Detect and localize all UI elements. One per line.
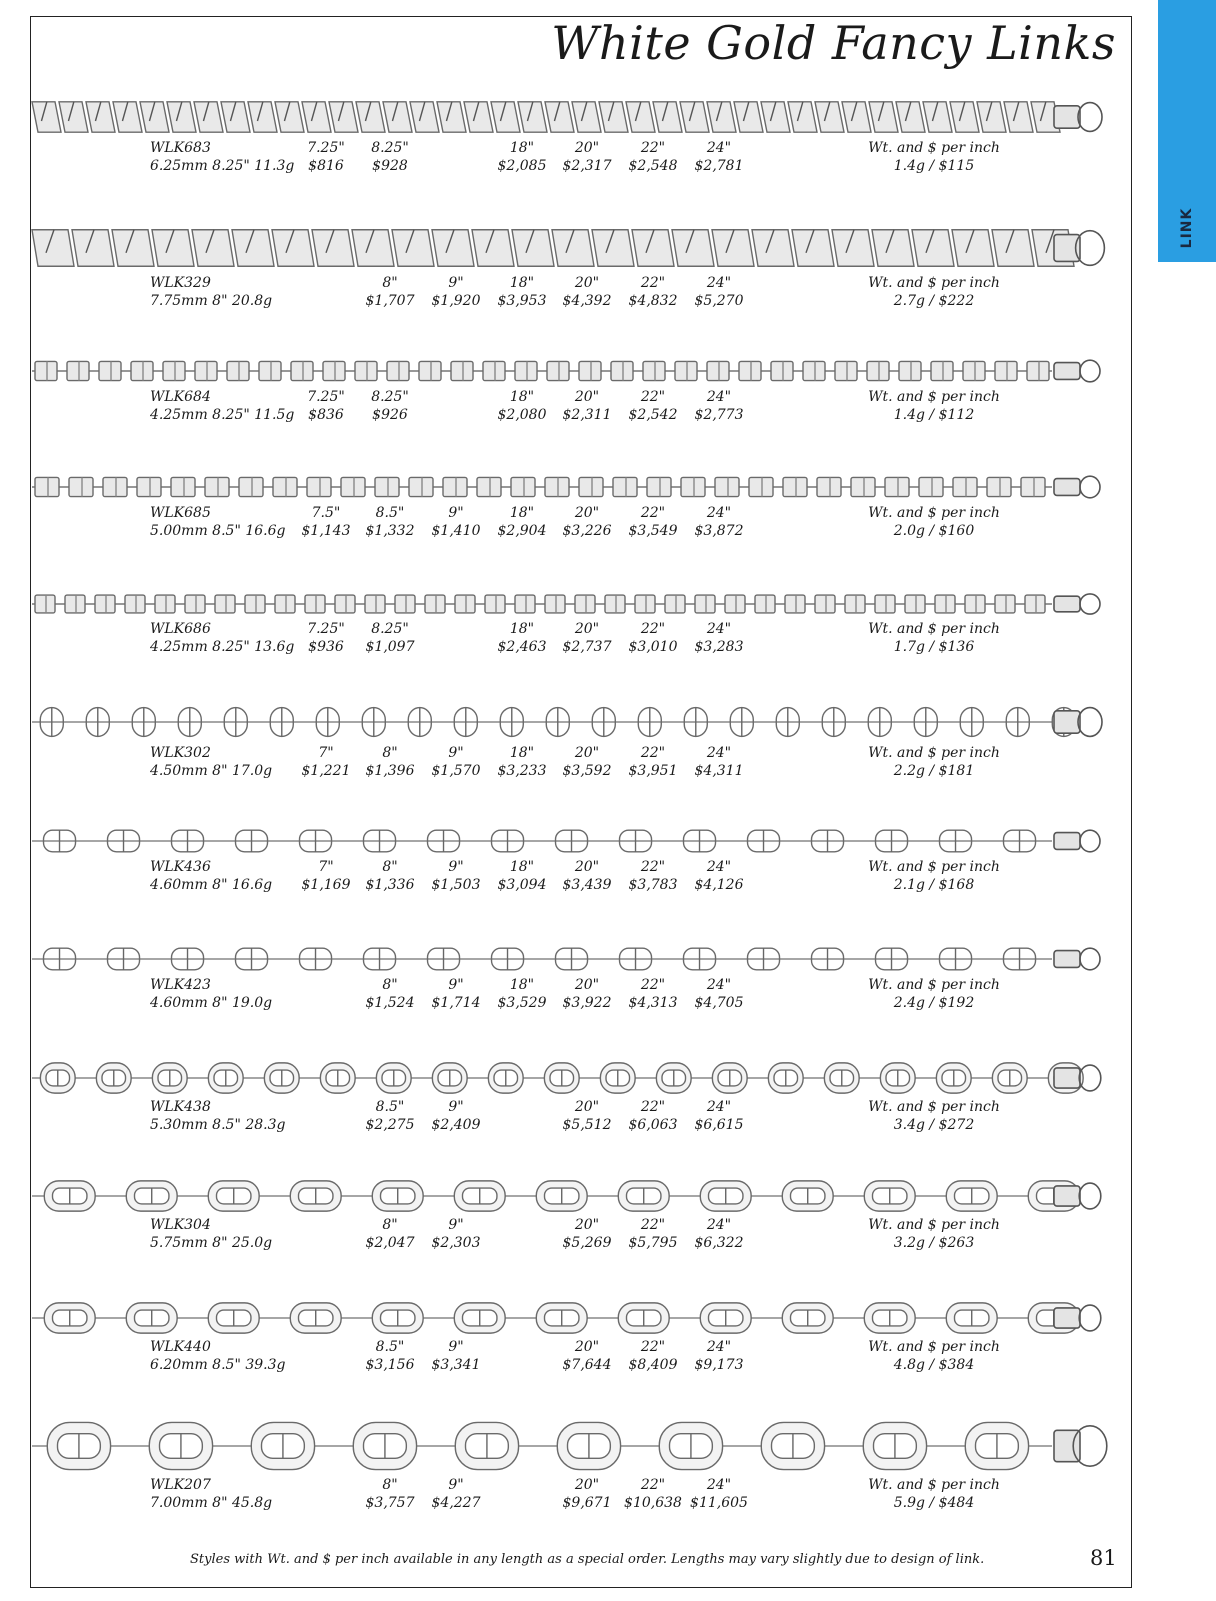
footer-note: Styles with Wt. and $ per inch available in any length as a special order. Lengths may vary slightly due to design of link. bbox=[190, 1552, 985, 1567]
per-inch-value: 2.4g / $192 bbox=[893, 995, 975, 1011]
length-label: 18" bbox=[509, 140, 535, 156]
product-sku: WLK685 bbox=[150, 505, 211, 521]
product-sku: WLK423 bbox=[150, 977, 211, 993]
product-spec: 7.00mm 8" 45.8g bbox=[150, 1495, 273, 1511]
price-value: $2,275 bbox=[365, 1117, 415, 1133]
price-value: $2,737 bbox=[562, 639, 612, 655]
price-value: $3,922 bbox=[562, 995, 612, 1011]
per-inch-label: Wt. and $ per inch bbox=[868, 1339, 1000, 1355]
chain-image bbox=[32, 702, 1132, 742]
length-label: 7" bbox=[318, 859, 334, 875]
price-value: $926 bbox=[372, 407, 408, 423]
price-value: $1,396 bbox=[365, 763, 415, 779]
length-label: 22" bbox=[640, 389, 666, 405]
chain-icon bbox=[32, 1418, 1132, 1474]
chain-image bbox=[32, 224, 1132, 272]
length-label: 9" bbox=[448, 275, 464, 291]
product-sku: WLK207 bbox=[150, 1477, 211, 1493]
price-value: $1,503 bbox=[431, 877, 481, 893]
price-value: $8,409 bbox=[628, 1357, 678, 1373]
length-label: 24" bbox=[706, 621, 732, 637]
length-label: 18" bbox=[509, 275, 535, 291]
length-label: 8" bbox=[382, 1477, 398, 1493]
length-label: 7.25" bbox=[307, 389, 345, 405]
price-value: $9,173 bbox=[694, 1357, 744, 1373]
price-value: $3,592 bbox=[562, 763, 612, 779]
chain-icon bbox=[32, 944, 1132, 974]
per-inch-value: 1.4g / $112 bbox=[893, 407, 975, 423]
product-spec: 5.30mm 8.5" 28.3g bbox=[150, 1117, 286, 1133]
price-value: $1,714 bbox=[431, 995, 481, 1011]
product-sku: WLK304 bbox=[150, 1217, 211, 1233]
length-label: 20" bbox=[574, 389, 600, 405]
length-label: 9" bbox=[448, 1477, 464, 1493]
length-label: 9" bbox=[448, 505, 464, 521]
length-label: 20" bbox=[574, 745, 600, 761]
price-value: $3,226 bbox=[562, 523, 612, 539]
product-spec: 6.25mm 8.25" 11.3g bbox=[150, 158, 295, 174]
product-sku: WLK440 bbox=[150, 1339, 211, 1355]
chain-icon bbox=[32, 97, 1132, 137]
length-label: 8.25" bbox=[371, 389, 409, 405]
clasp-icon bbox=[1054, 594, 1100, 614]
length-label: 18" bbox=[509, 389, 535, 405]
length-label: 9" bbox=[448, 1099, 464, 1115]
length-label: 24" bbox=[706, 1217, 732, 1233]
price-value: $2,047 bbox=[365, 1235, 415, 1251]
price-value: $3,549 bbox=[628, 523, 678, 539]
length-label: 20" bbox=[574, 1477, 600, 1493]
length-label: 24" bbox=[706, 505, 732, 521]
price-value: $4,313 bbox=[628, 995, 678, 1011]
price-value: $5,269 bbox=[562, 1235, 612, 1251]
per-inch-value: 3.2g / $263 bbox=[893, 1235, 975, 1251]
length-label: 22" bbox=[640, 621, 666, 637]
length-label: 22" bbox=[640, 1477, 666, 1493]
length-label: 8.25" bbox=[371, 140, 409, 156]
price-value: $2,311 bbox=[562, 407, 612, 423]
price-value: $2,781 bbox=[694, 158, 744, 174]
length-label: 9" bbox=[448, 1217, 464, 1233]
length-label: 24" bbox=[706, 859, 732, 875]
price-value: $3,529 bbox=[497, 995, 547, 1011]
length-label: 24" bbox=[706, 389, 732, 405]
price-value: $3,010 bbox=[628, 639, 678, 655]
per-inch-label: Wt. and $ per inch bbox=[868, 140, 1000, 156]
price-value: $2,303 bbox=[431, 1235, 481, 1251]
chain-icon bbox=[32, 590, 1132, 618]
per-inch-value: 4.8g / $384 bbox=[893, 1357, 975, 1373]
per-inch-label: Wt. and $ per inch bbox=[868, 977, 1000, 993]
price-value: $6,063 bbox=[628, 1117, 678, 1133]
length-label: 9" bbox=[448, 1339, 464, 1355]
per-inch-value: 2.0g / $160 bbox=[893, 523, 975, 539]
price-value: $9,671 bbox=[562, 1495, 612, 1511]
price-value: $6,322 bbox=[694, 1235, 744, 1251]
clasp-icon bbox=[1054, 1183, 1101, 1209]
length-label: 20" bbox=[574, 1339, 600, 1355]
product-spec: 5.75mm 8" 25.0g bbox=[150, 1235, 273, 1251]
length-label: 18" bbox=[509, 505, 535, 521]
per-inch-value: 2.2g / $181 bbox=[893, 763, 975, 779]
length-label: 7.25" bbox=[307, 140, 345, 156]
price-value: $3,757 bbox=[365, 1495, 415, 1511]
length-label: 22" bbox=[640, 1099, 666, 1115]
price-value: $2,080 bbox=[497, 407, 547, 423]
length-label: 18" bbox=[509, 977, 535, 993]
per-inch-label: Wt. and $ per inch bbox=[868, 745, 1000, 761]
chain-image bbox=[32, 472, 1132, 502]
length-label: 22" bbox=[640, 505, 666, 521]
price-value: $4,392 bbox=[562, 293, 612, 309]
chain-image bbox=[32, 1418, 1132, 1474]
price-value: $1,169 bbox=[301, 877, 351, 893]
chain-icon bbox=[32, 472, 1132, 502]
chain-icon bbox=[32, 1060, 1132, 1096]
per-inch-label: Wt. and $ per inch bbox=[868, 859, 1000, 875]
price-value: $2,463 bbox=[497, 639, 547, 655]
length-label: 22" bbox=[640, 1339, 666, 1355]
length-label: 8.5" bbox=[375, 1339, 405, 1355]
per-inch-value: 2.1g / $168 bbox=[893, 877, 975, 893]
length-label: 18" bbox=[509, 745, 535, 761]
length-label: 24" bbox=[706, 745, 732, 761]
price-value: $5,512 bbox=[562, 1117, 612, 1133]
per-inch-value: 3.4g / $272 bbox=[893, 1117, 975, 1133]
chain-icon bbox=[32, 826, 1132, 856]
price-value: $5,795 bbox=[628, 1235, 678, 1251]
per-inch-value: 1.7g / $136 bbox=[893, 639, 975, 655]
length-label: 9" bbox=[448, 859, 464, 875]
price-value: $3,341 bbox=[431, 1357, 481, 1373]
length-label: 20" bbox=[574, 1217, 600, 1233]
price-value: $4,832 bbox=[628, 293, 678, 309]
length-label: 7" bbox=[318, 745, 334, 761]
price-value: $936 bbox=[308, 639, 344, 655]
chain-image bbox=[32, 356, 1132, 386]
chain-image bbox=[32, 826, 1132, 856]
length-label: 20" bbox=[574, 859, 600, 875]
chain-icon bbox=[32, 356, 1132, 386]
page-title: White Gold Fancy Links bbox=[551, 16, 1116, 70]
length-label: 8" bbox=[382, 859, 398, 875]
chain-image bbox=[32, 590, 1132, 618]
product-sku: WLK686 bbox=[150, 621, 211, 637]
chain-image bbox=[32, 97, 1132, 137]
length-label: 20" bbox=[574, 505, 600, 521]
product-spec: 7.75mm 8" 20.8g bbox=[150, 293, 273, 309]
per-inch-label: Wt. and $ per inch bbox=[868, 1099, 1000, 1115]
price-value: $1,920 bbox=[431, 293, 481, 309]
price-value: $1,524 bbox=[365, 995, 415, 1011]
clasp-icon bbox=[1054, 1426, 1107, 1466]
clasp-icon bbox=[1054, 231, 1104, 266]
length-label: 20" bbox=[574, 275, 600, 291]
chain-icon bbox=[32, 1300, 1132, 1336]
length-label: 22" bbox=[640, 977, 666, 993]
length-label: 24" bbox=[706, 1477, 732, 1493]
price-value: $7,644 bbox=[562, 1357, 612, 1373]
length-label: 24" bbox=[706, 977, 732, 993]
price-value: $4,705 bbox=[694, 995, 744, 1011]
page-number: 81 bbox=[1090, 1546, 1117, 1570]
length-label: 18" bbox=[509, 859, 535, 875]
price-value: $3,283 bbox=[694, 639, 744, 655]
chain-icon bbox=[32, 702, 1132, 742]
length-label: 8" bbox=[382, 1217, 398, 1233]
product-spec: 4.60mm 8" 16.6g bbox=[150, 877, 273, 893]
price-value: $2,085 bbox=[497, 158, 547, 174]
price-value: $3,953 bbox=[497, 293, 547, 309]
product-sku: WLK438 bbox=[150, 1099, 211, 1115]
price-value: $3,783 bbox=[628, 877, 678, 893]
price-value: $1,410 bbox=[431, 523, 481, 539]
length-label: 9" bbox=[448, 977, 464, 993]
price-value: $6,615 bbox=[694, 1117, 744, 1133]
per-inch-label: Wt. and $ per inch bbox=[868, 1477, 1000, 1493]
price-value: $1,336 bbox=[365, 877, 415, 893]
length-label: 20" bbox=[574, 977, 600, 993]
chain-icon bbox=[32, 224, 1132, 272]
length-label: 22" bbox=[640, 1217, 666, 1233]
length-label: 8" bbox=[382, 977, 398, 993]
per-inch-value: 5.9g / $484 bbox=[893, 1495, 975, 1511]
price-value: $2,317 bbox=[562, 158, 612, 174]
length-label: 22" bbox=[640, 140, 666, 156]
price-value: $3,156 bbox=[365, 1357, 415, 1373]
clasp-icon bbox=[1054, 1305, 1101, 1331]
per-inch-value: 1.4g / $115 bbox=[893, 158, 975, 174]
price-value: $1,332 bbox=[365, 523, 415, 539]
per-inch-label: Wt. and $ per inch bbox=[868, 621, 1000, 637]
product-sku: WLK302 bbox=[150, 745, 211, 761]
price-value: $928 bbox=[372, 158, 408, 174]
per-inch-label: Wt. and $ per inch bbox=[868, 505, 1000, 521]
length-label: 9" bbox=[448, 745, 464, 761]
length-label: 7.5" bbox=[311, 505, 341, 521]
product-spec: 6.20mm 8.5" 39.3g bbox=[150, 1357, 286, 1373]
length-label: 7.25" bbox=[307, 621, 345, 637]
price-value: $1,143 bbox=[301, 523, 351, 539]
length-label: 20" bbox=[574, 1099, 600, 1115]
per-inch-label: Wt. and $ per inch bbox=[868, 1217, 1000, 1233]
section-tab-label: LINK bbox=[1179, 207, 1195, 249]
price-value: $1,221 bbox=[301, 763, 351, 779]
price-value: $3,872 bbox=[694, 523, 744, 539]
per-inch-label: Wt. and $ per inch bbox=[868, 389, 1000, 405]
product-spec: 4.25mm 8.25" 13.6g bbox=[150, 639, 295, 655]
product-spec: 5.00mm 8.5" 16.6g bbox=[150, 523, 286, 539]
product-sku: WLK329 bbox=[150, 275, 211, 291]
product-spec: 4.60mm 8" 19.0g bbox=[150, 995, 273, 1011]
price-value: $3,439 bbox=[562, 877, 612, 893]
product-sku: WLK684 bbox=[150, 389, 211, 405]
length-label: 8.5" bbox=[375, 505, 405, 521]
price-value: $2,773 bbox=[694, 407, 744, 423]
chain-icon bbox=[32, 1178, 1132, 1214]
clasp-icon bbox=[1054, 948, 1100, 970]
price-value: $1,097 bbox=[365, 639, 415, 655]
clasp-icon bbox=[1054, 103, 1102, 132]
length-label: 22" bbox=[640, 859, 666, 875]
length-label: 18" bbox=[509, 621, 535, 637]
length-label: 22" bbox=[640, 275, 666, 291]
length-label: 20" bbox=[574, 621, 600, 637]
length-label: 24" bbox=[706, 1099, 732, 1115]
length-label: 8.25" bbox=[371, 621, 409, 637]
price-value: $2,548 bbox=[628, 158, 678, 174]
clasp-icon bbox=[1054, 360, 1100, 382]
chain-image bbox=[32, 1300, 1132, 1336]
length-label: 8" bbox=[382, 745, 398, 761]
price-value: $2,542 bbox=[628, 407, 678, 423]
price-value: $836 bbox=[308, 407, 344, 423]
per-inch-value: 2.7g / $222 bbox=[893, 293, 975, 309]
price-value: $2,409 bbox=[431, 1117, 481, 1133]
clasp-icon bbox=[1054, 830, 1100, 852]
price-value: $4,311 bbox=[694, 763, 744, 779]
price-value: $1,707 bbox=[365, 293, 415, 309]
length-label: 20" bbox=[574, 140, 600, 156]
length-label: 8.5" bbox=[375, 1099, 405, 1115]
price-value: $3,094 bbox=[497, 877, 547, 893]
length-label: 24" bbox=[706, 275, 732, 291]
product-sku: WLK683 bbox=[150, 140, 211, 156]
price-value: $10,638 bbox=[624, 1495, 682, 1511]
price-value: $3,951 bbox=[628, 763, 678, 779]
price-value: $3,233 bbox=[497, 763, 547, 779]
price-value: $816 bbox=[308, 158, 344, 174]
chain-image bbox=[32, 1178, 1132, 1214]
length-label: 24" bbox=[706, 140, 732, 156]
per-inch-label: Wt. and $ per inch bbox=[868, 275, 1000, 291]
clasp-icon bbox=[1054, 1065, 1101, 1091]
section-tab-link[interactable] bbox=[1158, 0, 1216, 262]
price-value: $1,570 bbox=[431, 763, 481, 779]
price-value: $4,227 bbox=[431, 1495, 481, 1511]
price-value: $4,126 bbox=[694, 877, 744, 893]
price-value: $2,904 bbox=[497, 523, 547, 539]
clasp-icon bbox=[1054, 476, 1100, 498]
length-label: 22" bbox=[640, 745, 666, 761]
price-value: $11,605 bbox=[690, 1495, 748, 1511]
chain-image bbox=[32, 1060, 1132, 1096]
product-sku: WLK436 bbox=[150, 859, 211, 875]
product-spec: 4.50mm 8" 17.0g bbox=[150, 763, 273, 779]
clasp-icon bbox=[1054, 708, 1102, 737]
product-spec: 4.25mm 8.25" 11.5g bbox=[150, 407, 295, 423]
chain-image bbox=[32, 944, 1132, 974]
length-label: 24" bbox=[706, 1339, 732, 1355]
length-label: 8" bbox=[382, 275, 398, 291]
price-value: $5,270 bbox=[694, 293, 744, 309]
